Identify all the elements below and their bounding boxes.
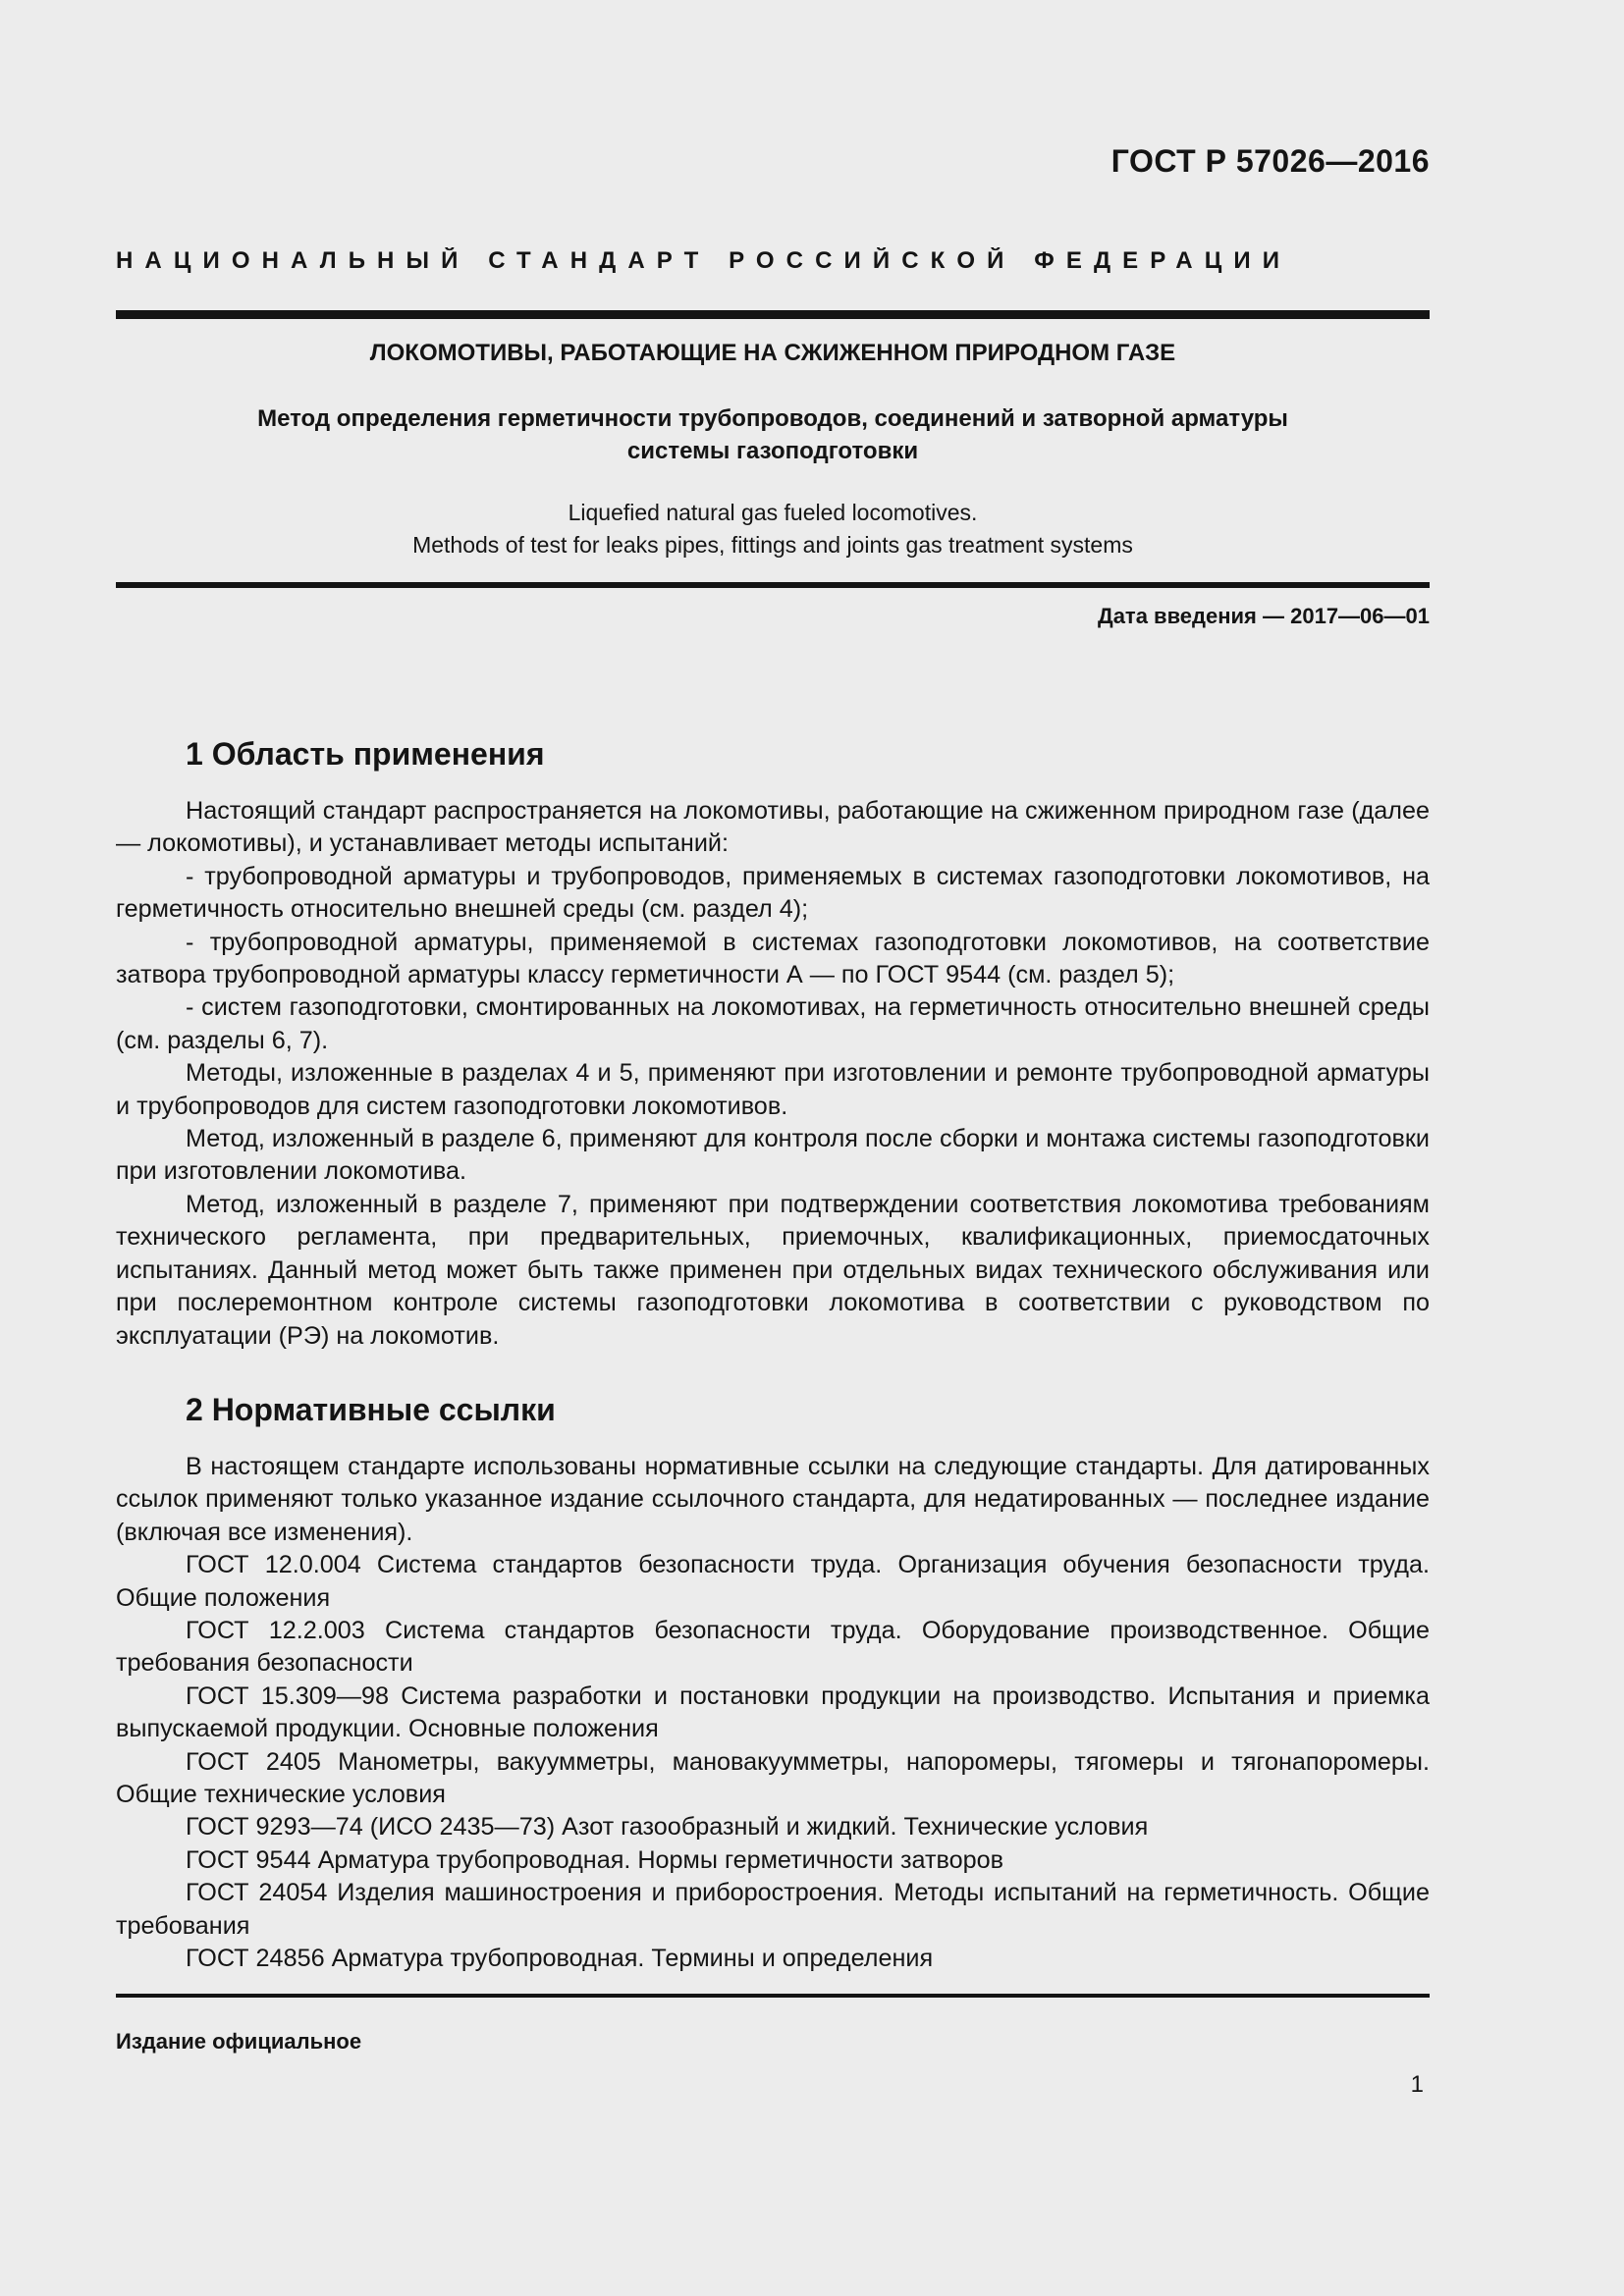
document-title: ЛОКОМОТИВЫ, РАБОТАЮЩИЕ НА СЖИЖЕННОМ ПРИРОДНОМ ГАЗЕ	[369, 340, 1176, 366]
top-divider	[116, 310, 1430, 319]
reference-item: ГОСТ 24054 Изделия машиностроения и приборостроения. Методы испытаний на герметичность. Общие требования	[116, 1879, 1430, 1940]
reference-item: ГОСТ 24856 Арматура трубопроводная. Термины и определения	[186, 1945, 934, 1972]
document-body	[116, 734, 1430, 1975]
reference-item: ГОСТ 12.2.003 Система стандартов безопасности труда. Оборудование производственное. Общие требования безопасности	[116, 1616, 1430, 1678]
subtitle-line-1: Метод определения герметичности трубопроводов, соединений и затворной арматуры	[257, 405, 1288, 432]
national-standard-banner: НАЦИОНАЛЬНЫЙ СТАНДАРТ РОССИЙСКОЙ ФЕДЕРАЦИИ	[116, 247, 1292, 274]
paragraph: Настоящий стандарт распространяется на локомотивы, работающие на сжиженном природном газе (далее — локомотивы), и устанавливает методы испытаний:	[116, 797, 1430, 858]
footer-divider	[116, 1994, 1430, 1998]
section-2-heading: 2 Нормативные ссылки	[186, 1391, 556, 1427]
reference-item: ГОСТ 12.0.004 Система стандартов безопасности труда. Организация обучения безопасности труда. Общие положения	[116, 1551, 1430, 1612]
subtitle-line-2: системы газоподготовки	[626, 438, 919, 464]
page-number: 1	[1410, 2071, 1424, 2098]
paragraph: - трубопроводной арматуры, применяемой в системах газоподготовки локомотивов, на соответствие затвора трубопроводной арматуры классу герметичности А — по ГОСТ 9544 (см. раздел 5);	[116, 928, 1430, 989]
paragraph: Методы, изложенные в разделах 4 и 5, применяют при изготовлении и ремонте трубопроводной арматуры и трубопроводов для систем газоподготовки локомотивов.	[116, 1059, 1430, 1120]
official-edition-label: Издание официальное	[116, 2029, 362, 2054]
paragraph: - трубопроводной арматуры и трубопроводов, применяемых в системах газоподготовки локомотивов, на герметичность относительно внешней среды (см. раздел 4);	[116, 862, 1430, 924]
reference-item: ГОСТ 9293—74 (ИСО 2435—73) Азот газообразный и жидкий. Технические условия	[186, 1813, 1149, 1842]
paragraph: Метод, изложенный в разделе 7, применяют при подтверждении соответствия локомотива требованиям технического регламента, при предварительных, приемочных, квалификационных, приемосдаточных испытаниях. Данный метод может быть также применен при отдельных видах технического обслуживания или при послеремонтном контроле системы газоподготовки локомотива в соответствии с руководством по эксплуатации (РЭ) на локомотив.	[116, 1190, 1430, 1350]
section-1-heading: 1 Область применения	[186, 736, 545, 772]
paragraph: - систем газоподготовки, смонтированных на локомотивах, на герметичность относительно внешней среды (см. разделы 6, 7).	[116, 993, 1430, 1054]
english-title-line-1: Liquefied natural gas fueled locomotives.	[568, 500, 978, 525]
introduction-date: Дата введения — 2017—06—01	[1098, 604, 1430, 628]
english-title	[116, 497, 1430, 561]
english-title-line-2: Methods of test for leaks pipes, fittings and joints gas treatment systems	[412, 532, 1133, 558]
reference-item: ГОСТ 9544 Арматура трубопроводная. Нормы герметичности затворов	[186, 1845, 1003, 1874]
reference-item: ГОСТ 15.309—98 Система разработки и постановки продукции на производство. Испытания и приемка выпускаемой продукции. Основные положения	[116, 1682, 1430, 1743]
document-subtitle	[116, 402, 1430, 467]
title-divider	[116, 582, 1430, 588]
paragraph: В настоящем стандарте использованы нормативные ссылки на следующие стандарты. Для датированных ссылок применяют только указанное издание ссылочного стандарта, для недатированных — последнее издание (включая все изменения).	[116, 1452, 1430, 1546]
paragraph: Метод, изложенный в разделе 6, применяют для контроля после сборки и монтажа системы газоподготовки при изготовлении локомотива.	[116, 1125, 1430, 1186]
reference-item: ГОСТ 2405 Манометры, вакуумметры, мановакуумметры, напоромеры, тягомеры и тягонапоромеры. Общие технические условия	[116, 1747, 1430, 1808]
gost-number: ГОСТ Р 57026—2016	[1110, 143, 1430, 179]
